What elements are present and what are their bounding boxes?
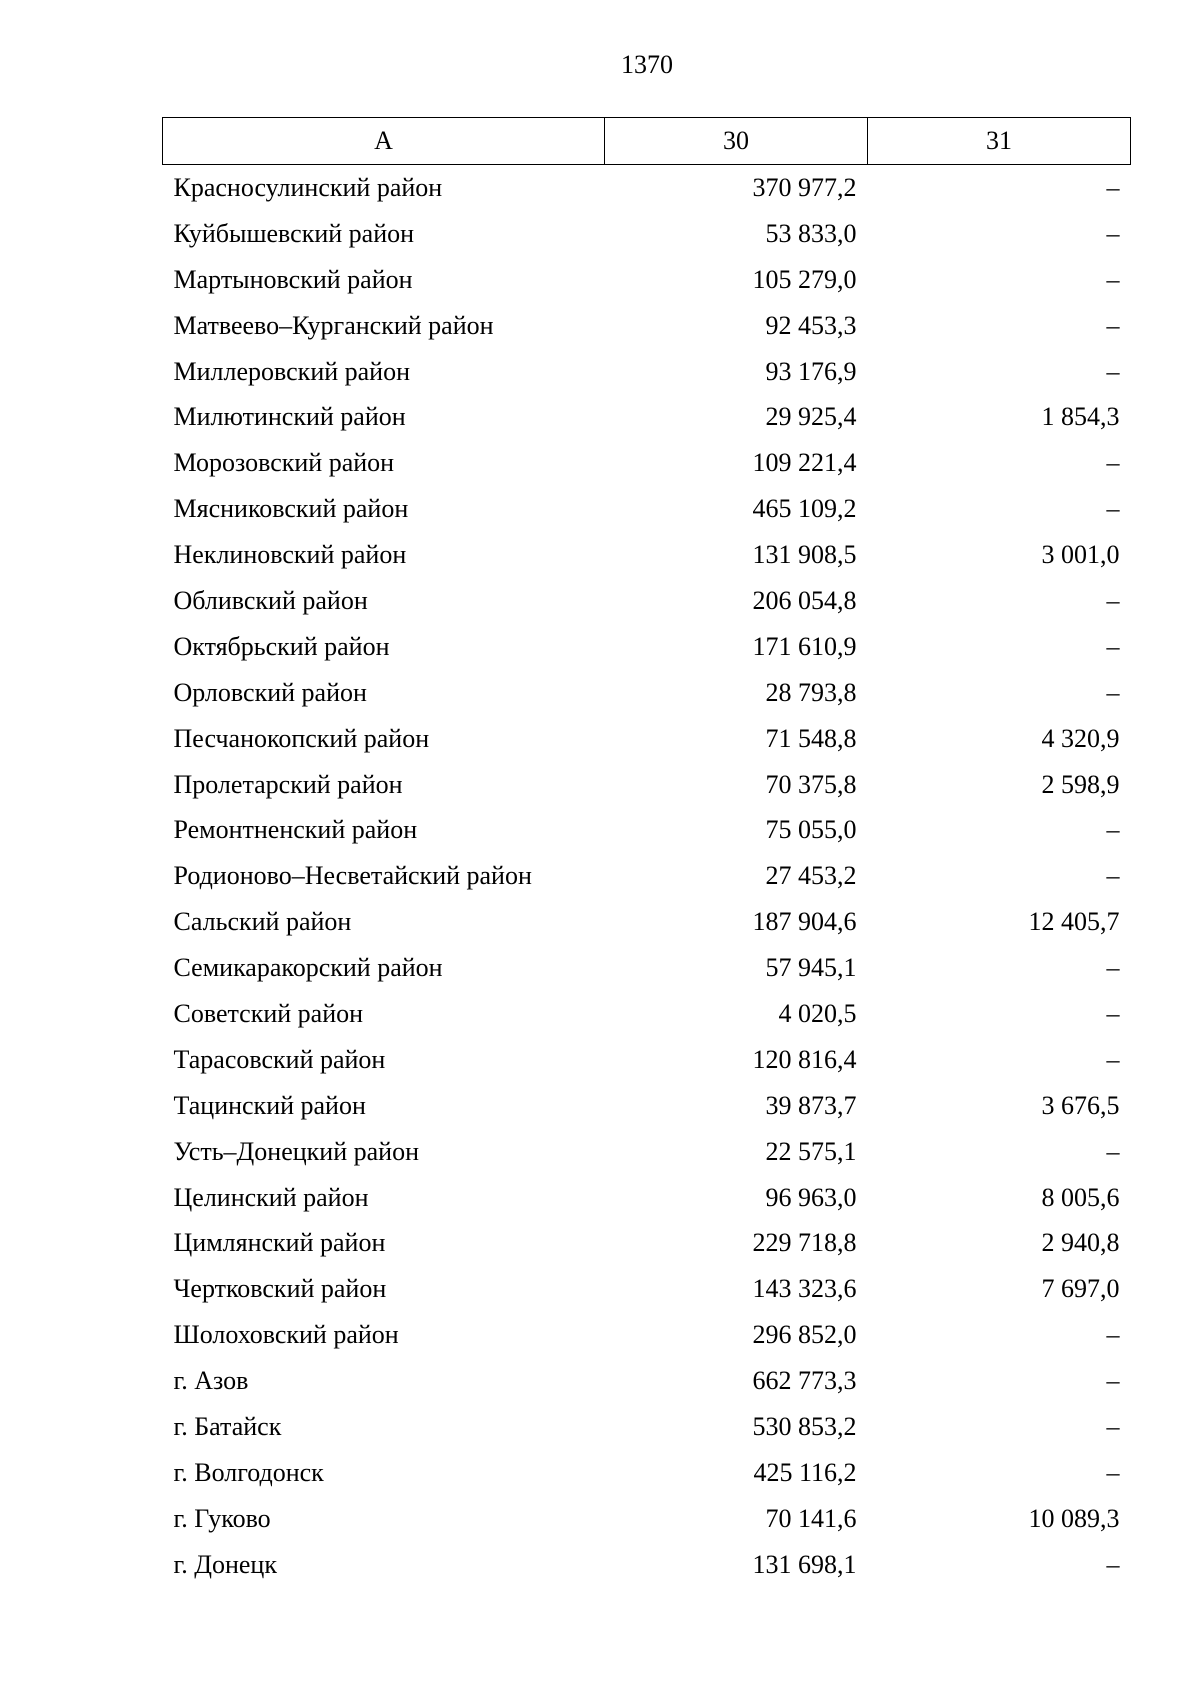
row-value-30-cell: 187 904,6 [752,907,857,937]
row-name-cell: Чертковский район [173,1274,387,1304]
header-cell-a: А [163,118,605,165]
row-value-31-cell: – [1106,861,1120,891]
table-row [163,853,1131,899]
table-row [163,486,1131,532]
row-value-31-cell: 12 405,7 [1028,907,1120,937]
table-row [163,991,1131,1037]
row-name-cell: Мартыновский район [173,264,413,294]
table-body [163,165,1131,1588]
row-value-31-cell: – [1106,310,1120,340]
row-value-31-cell: – [1106,1136,1120,1166]
row-name-cell: Ремонтненский район [173,815,418,845]
table-row [163,1266,1131,1312]
row-value-30-cell: 93 176,9 [765,356,857,386]
row-name-cell: Целинский район [173,1182,369,1212]
row-value-31-cell: – [1106,585,1120,615]
row-name-cell: Усть–Донецкий район [173,1136,419,1166]
table-row [163,211,1131,257]
row-value-30-cell: 206 054,8 [752,585,857,615]
row-value-30-cell: 229 718,8 [752,1228,857,1258]
row-value-31-cell: – [1106,1366,1120,1396]
table-row [163,1450,1131,1496]
row-value-30-cell: 53 833,0 [765,218,857,248]
table-row [163,440,1131,486]
row-value-31-cell: – [1106,998,1120,1028]
row-value-30-cell: 96 963,0 [765,1182,857,1212]
row-value-30-cell: 22 575,1 [765,1136,857,1166]
header-row [163,118,1131,165]
row-value-30-cell: 143 323,6 [752,1274,857,1304]
row-name-cell: Шолоховский район [173,1320,399,1350]
row-value-31-cell: 3 001,0 [1041,540,1120,570]
table-row [163,1496,1131,1542]
table-row [163,394,1131,440]
row-name-cell: Куйбышевский район [173,218,415,248]
row-value-30-cell: 465 109,2 [752,494,857,524]
row-value-30-cell: 75 055,0 [765,815,857,845]
row-value-30-cell: 109 221,4 [752,448,857,478]
row-value-31-cell: 8 005,6 [1041,1182,1120,1212]
row-value-30-cell: 92 453,3 [765,310,857,340]
table-row [163,899,1131,945]
row-name-cell: Милютинский район [173,402,406,432]
row-name-cell: г. Волгодонск [173,1457,324,1487]
row-value-31-cell: – [1106,1549,1120,1579]
row-value-31-cell: – [1106,815,1120,845]
data-table [162,117,1131,1588]
row-value-30-cell: 370 977,2 [752,172,857,202]
row-name-cell: Обливский район [173,585,368,615]
row-value-31-cell: – [1106,1320,1120,1350]
table-row [163,1542,1131,1588]
header-cell-31: 31 [868,118,1131,165]
row-value-31-cell: – [1106,953,1120,983]
row-value-31-cell: – [1106,448,1120,478]
row-value-31-cell: – [1106,1411,1120,1441]
row-value-30-cell: 57 945,1 [765,953,857,983]
row-value-30-cell: 39 873,7 [765,1090,857,1120]
row-value-31-cell: – [1106,218,1120,248]
row-value-31-cell: – [1106,264,1120,294]
row-name-cell: г. Гуково [173,1503,271,1533]
table-row [163,1037,1131,1083]
row-value-31-cell: – [1106,494,1120,524]
row-value-30-cell: 120 816,4 [752,1044,857,1074]
row-value-30-cell: 105 279,0 [752,264,857,294]
row-value-31-cell: 1 854,3 [1041,402,1120,432]
row-value-31-cell: – [1106,1457,1120,1487]
row-name-cell: Цимлянский район [173,1228,386,1258]
row-name-cell: Морозовский район [173,448,395,478]
row-value-31-cell: – [1106,1044,1120,1074]
row-value-31-cell: – [1106,631,1120,661]
row-value-30-cell: 425 116,2 [753,1457,857,1487]
row-name-cell: Пролетарский район [173,769,403,799]
row-value-31-cell: 3 676,5 [1041,1090,1120,1120]
table-row [163,578,1131,624]
row-name-cell: Тацинский район [173,1090,366,1120]
row-value-31-cell: 4 320,9 [1041,723,1120,753]
row-name-cell: г. Азов [173,1366,249,1396]
row-value-31-cell: – [1106,172,1120,202]
row-name-cell: г. Донецк [173,1549,277,1579]
row-name-cell: Тарасовский район [173,1044,386,1074]
table-row [163,532,1131,578]
table-row [163,1358,1131,1404]
row-value-30-cell: 70 141,6 [765,1503,857,1533]
table-row [163,257,1131,303]
table-row [163,1404,1131,1450]
row-name-cell: Сальский район [173,907,352,937]
table-row [163,807,1131,853]
table-row [163,670,1131,716]
row-value-30-cell: 27 453,2 [765,861,857,891]
row-name-cell: Октябрьский район [173,631,390,661]
row-name-cell: г. Батайск [173,1411,282,1441]
table-row [163,165,1131,211]
row-value-30-cell: 530 853,2 [752,1411,857,1441]
table-row [163,762,1131,808]
row-value-31-cell: 2 598,9 [1041,769,1120,799]
table-row [163,945,1131,991]
row-value-30-cell: 29 925,4 [765,402,857,432]
row-value-30-cell: 171 610,9 [752,631,857,661]
table-row [163,1129,1131,1175]
row-name-cell: Семикаракорский район [173,953,443,983]
table-row [163,349,1131,395]
row-value-30-cell: 662 773,3 [752,1366,857,1396]
table-row [163,1175,1131,1221]
table-row [163,624,1131,670]
row-name-cell: Матвеево–Курганский район [173,310,494,340]
row-name-cell: Неклиновский район [173,540,407,570]
table-row [163,1312,1131,1358]
row-value-30-cell: 4 020,5 [778,998,857,1028]
row-name-cell: Мясниковский район [173,494,409,524]
header-cell-30: 30 [605,118,868,165]
row-name-cell: Орловский район [173,677,367,707]
row-name-cell: Красносулинский район [173,172,443,202]
row-value-31-cell: 7 697,0 [1041,1274,1120,1304]
row-value-30-cell: 296 852,0 [752,1320,857,1350]
row-name-cell: Миллеровский район [173,356,411,386]
row-value-30-cell: 71 548,8 [765,723,857,753]
row-value-31-cell: 10 089,3 [1028,1503,1120,1533]
row-name-cell: Советский район [173,998,364,1028]
table-row [163,303,1131,349]
table-row [163,716,1131,762]
table-row [163,1220,1131,1266]
table-row [163,1083,1131,1129]
row-name-cell: Песчанокопский район [173,723,430,753]
table-header [163,118,1131,165]
page-number: 1370 [621,50,673,79]
row-value-31-cell: – [1106,356,1120,386]
row-value-30-cell: 131 908,5 [752,540,857,570]
row-value-31-cell: 2 940,8 [1041,1228,1120,1258]
row-name-cell: Родионово–Несветайский район [173,861,532,891]
row-value-31-cell: – [1106,677,1120,707]
row-value-30-cell: 131 698,1 [752,1549,857,1579]
row-value-30-cell: 70 375,8 [765,769,857,799]
row-value-30-cell: 28 793,8 [765,677,857,707]
